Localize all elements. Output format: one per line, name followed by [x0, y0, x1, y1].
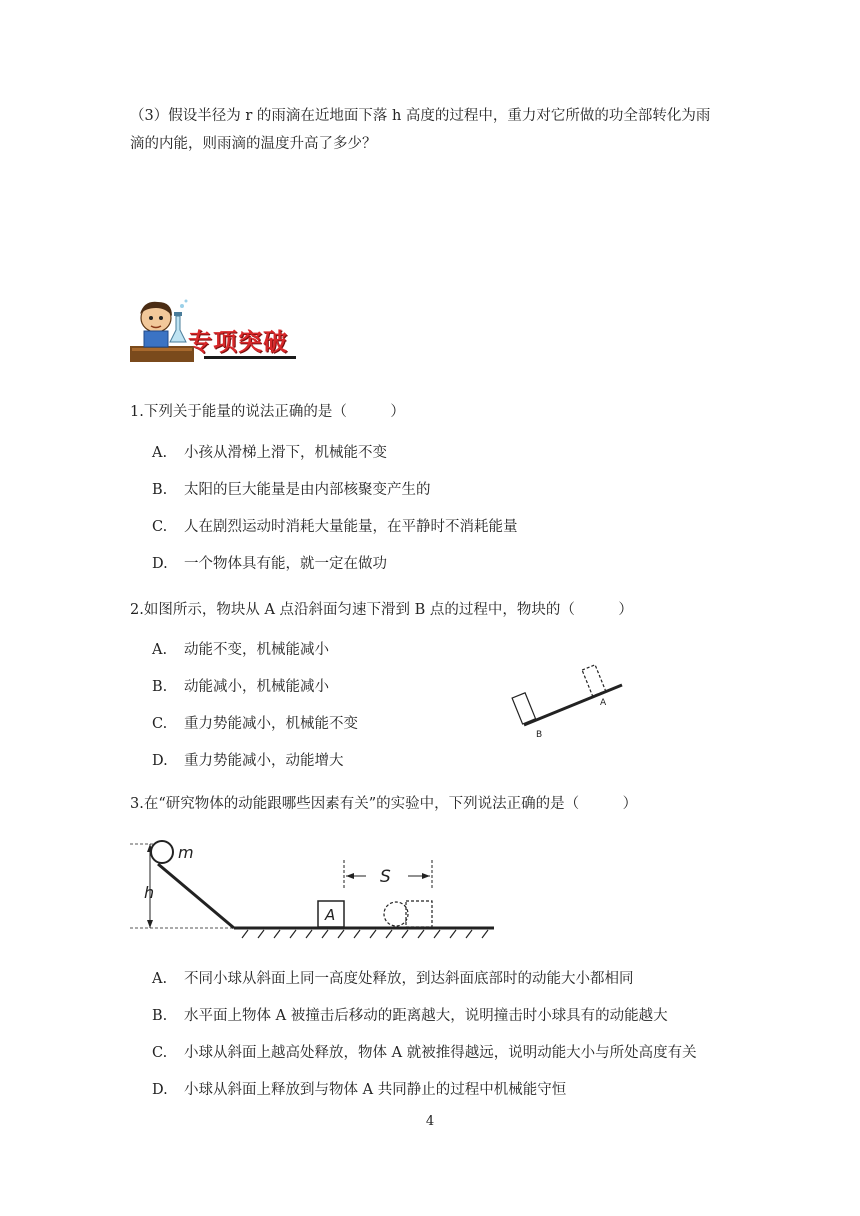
- ramp-line: [158, 864, 234, 928]
- option-text: 太阳的巨大能量是由内部核聚变产生的: [184, 482, 431, 498]
- option-text: 动能不变，机械能减小: [184, 642, 329, 658]
- label-s: S: [380, 867, 391, 887]
- label-a: A: [600, 698, 607, 708]
- question-1-option-d: [152, 554, 387, 574]
- ramp-experiment-figure: [130, 832, 500, 944]
- ball-dashed: [384, 902, 408, 926]
- option-letter: B.: [152, 679, 168, 695]
- question-3-option-c: [152, 1043, 697, 1063]
- option-letter: A.: [152, 642, 168, 658]
- question-2-stem: 2.如图所示，物块从 A 点沿斜面匀速下滑到 B 点的过程中，物块的（ ）: [130, 602, 633, 618]
- label-m: m: [178, 843, 194, 862]
- section-title: 专项突破: [188, 328, 288, 356]
- option-letter: B.: [152, 1008, 168, 1024]
- option-letter: A.: [152, 971, 168, 987]
- question-1-option-c: [152, 517, 518, 537]
- option-text: 小球从斜面上越高处释放，物体 A 就被推得越远，说明动能大小与所处高度有关: [184, 1045, 697, 1061]
- option-text: 小球从斜面上释放到与物体 A 共同静止的过程中机械能守恒: [184, 1082, 567, 1098]
- option-text: 动能减小，机械能减小: [184, 679, 329, 695]
- page-number: 4: [425, 1114, 435, 1129]
- s-arrowhead-right: [422, 873, 430, 879]
- label-b: B: [536, 730, 543, 740]
- question-3-option-a: [152, 969, 634, 989]
- section-title-underline: [204, 356, 296, 359]
- question-1-stem: 1.下列关于能量的说法正确的是（ ）: [130, 404, 405, 420]
- option-letter: D.: [152, 1082, 168, 1098]
- question-2-option-c: [152, 714, 358, 734]
- ball: [151, 841, 173, 863]
- question-1-option-b: [152, 480, 431, 500]
- block-a-dashed: [406, 901, 432, 927]
- option-letter: C.: [152, 716, 168, 732]
- question-2-option-d: [152, 751, 344, 771]
- question-2-option-a: [152, 640, 329, 660]
- option-text: 一个物体具有能，就一定在做功: [184, 556, 387, 572]
- option-text: 重力势能减小，机械能不变: [184, 716, 358, 732]
- question-1-option-a: [152, 443, 387, 463]
- option-text: 人在剧烈运动时消耗大量能量，在平静时不消耗能量: [184, 519, 518, 535]
- option-letter: B.: [152, 482, 168, 498]
- option-letter: C.: [152, 519, 168, 535]
- question-2-option-b: [152, 677, 329, 697]
- block-at-b: [512, 693, 535, 724]
- floor-hatching: [242, 930, 488, 938]
- option-letter: D.: [152, 753, 168, 769]
- option-letter: A.: [152, 445, 168, 461]
- question-3-option-d: [152, 1080, 566, 1100]
- question-3-option-b: [152, 1006, 668, 1026]
- option-text: 重力势能减小，动能增大: [184, 753, 344, 769]
- prev-question-line-2: 滴的内能，则雨滴的温度升高了多少？: [130, 136, 377, 152]
- question-3-stem: 3.在“研究物体的动能跟哪些因素有关”的实验中，下列说法正确的是（ ）: [130, 796, 638, 812]
- option-text: 水平面上物体 A 被撞击后移动的距离越大，说明撞击时小球具有的动能越大: [184, 1008, 668, 1024]
- label-h: h: [144, 883, 155, 902]
- option-letter: D.: [152, 556, 168, 572]
- incline-figure: [510, 655, 630, 745]
- s-arrowhead-left: [346, 873, 354, 879]
- incline-line: [524, 685, 622, 725]
- option-text: 不同小球从斜面上同一高度处释放，到达斜面底部时的动能大小都相同: [184, 971, 634, 987]
- option-text: 小孩从滑梯上滑下，机械能不变: [184, 445, 387, 461]
- block-at-a-dashed: [582, 665, 605, 696]
- height-arrow-down: [147, 920, 153, 928]
- option-letter: C.: [152, 1045, 168, 1061]
- prev-question-line-1: （3）假设半径为 r 的雨滴在近地面下落 h 高度的过程中，重力对它所做的功全部转化为雨: [130, 108, 711, 124]
- label-a: A: [325, 906, 336, 924]
